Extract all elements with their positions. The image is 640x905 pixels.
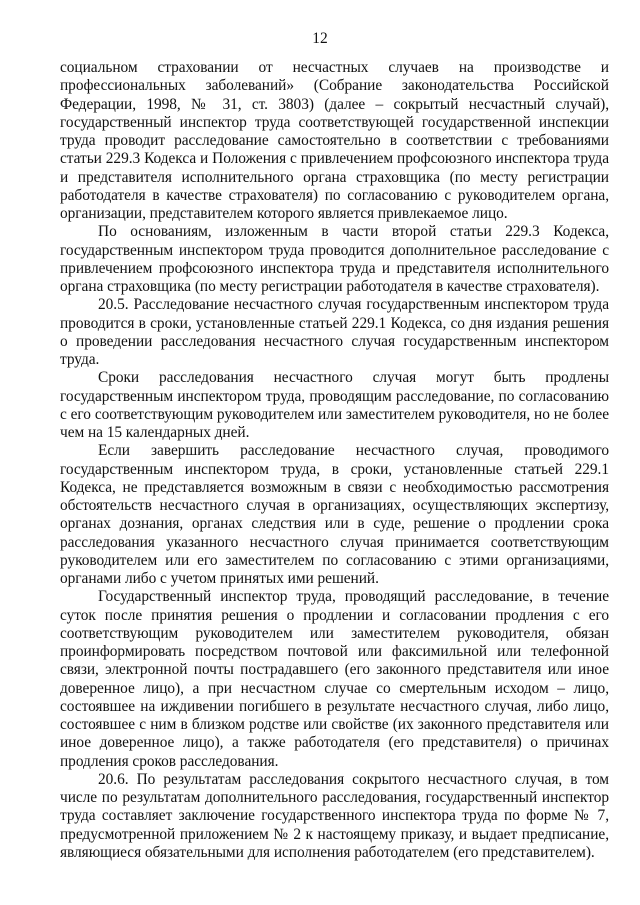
paragraph-5: Если завершить расследование несчастного случая, проводимого государственным инспектором труда, в сроки, установленные статьей 229.1 Кодекса, не представляется возможным в связи с необходимостью рассмотрения обстоятельств несчастного случая в организациях, осуществляющих экспертизу, органах дознания, органах следствия или в суде, решение о продлении срока расследования указанного несчастного случая принимается соответствующим руководителем или его заместителем по согласованию с этими организациями, органами либо с учетом принятых ими решений. — [60, 442, 609, 587]
paragraph-6: Государственный инспектор труда, проводящий расследование, в течение суток после принятия решения о продлении и согласовании продления с его соответствующим руководителем или заместителем руководителя, обязан проинформировать посредством почтовой или факсимильной или телефонной связи, электронной почты пострадавшего (его законного представителя или иное доверенное лицо), а при несчастном случае со смертельным исходом – лицо, состоявшее на иждивении погибшего в результате несчастного случая, либо лицо, состоявшее с ним в близком родстве или свойстве (их законного представителя или иное доверенное лицо), а также работодателя (его представителя) о причинах продления сроков расследования. — [60, 588, 609, 770]
page-number: 12 — [312, 30, 328, 47]
paragraph-2: По основаниям, изложенным в части второй статьи 229.3 Кодекса, государственным инспектором труда проводится дополнительное расследование с привлечением профсоюзного инспектора труда и представителя исполнительного органа страховщика (по месту регистрации работодателя в качестве страхователя). — [60, 223, 609, 295]
paragraph-4: Сроки расследования несчастного случая могут быть продлены государственным инспектором труда, проводящим расследование, по согласованию с его соответствующим руководителем или заместителем руководителя, но не более чем на 15 календарных дней. — [60, 369, 609, 441]
body-text — [60, 59, 609, 862]
paragraph-3: 20.5. Расследование несчастного случая государственным инспектором труда проводится в сроки, установленные статьей 229.1 Кодекса, со дня издания решения о проведении расследования несчастного случая государственным инспектором труда. — [60, 296, 609, 368]
paragraph-7: 20.6. По результатам расследования сокрытого несчастного случая, в том числе по результатам дополнительного расследования, государственный инспектор труда составляет заключение государственного инспектора труда по форме № 7, предусмотренной приложением № 2 к настоящему приказу, и выдает предписание, являющиеся обязательными для исполнения работодателем (его представителем). — [60, 770, 609, 861]
paragraph-1: социальном страховании от несчастных случаев на производстве и профессиональных заболеваний» (Собрание законодательства Российской Федерации, 1998, № 31, ст. 3803) (далее – сокрытый несчастный случай), государственный инспектор труда соответствующей государственной инспекции труда проводит расследование самостоятельно в соответствии с требованиями статьи 229.3 Кодекса и Положения с привлечением профсоюзного инспектора труда и представителя исполнительного органа страховщика (по месту регистрации работодателя в качестве страхователя) по согласованию с руководителем органа, организации, представителем которого является привлекаемое лицо. — [60, 59, 609, 222]
